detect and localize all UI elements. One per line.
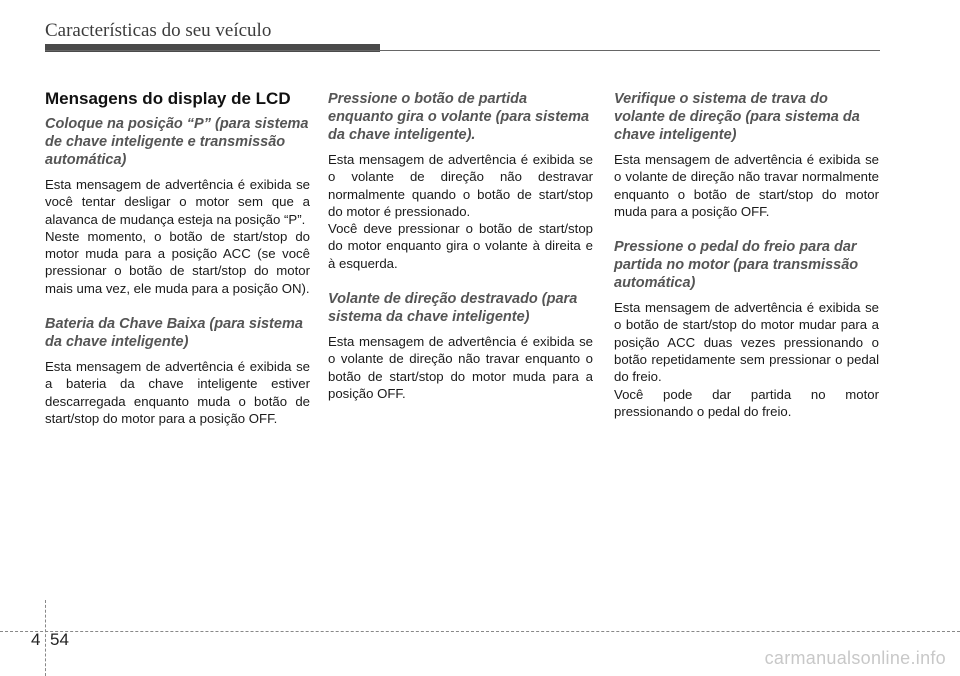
watermark: carmanualsonline.info [764,648,946,668]
page-title: Mensagens do display de LCD [45,89,291,108]
section-paragraph: Você pode dar partida no motor pressionando o pedal do freio. [614,386,879,419]
section-paragraph: Neste momento, o botão de start/stop do motor muda para a posição ACC (se você pressionar o botão de start/stop do motor mais uma vez, ele muda para a posição ON). [45,228,310,296]
footer-divider [45,600,46,676]
section-paragraph: Você deve pressionar o botão de start/stop do motor enquanto gira o volante à direita e à esquerda. [328,221,593,271]
section-heading-press-start-turn-wheel: Pressione o botão de partida enquanto gira o volante (para sistema da chave inteligente). [328,91,590,143]
section-paragraph: Esta mensagem de advertência é exibida se o volante de direção não destravar normalmente quando o botão de start/stop do motor é pressionado. [328,152,593,219]
section-heading-key-battery-low: Bateria da Chave Baixa (para sistema da chave inteligente) [45,316,303,351]
section-paragraph: Esta mensagem de advertência é exibida se o volante de direção não travar normalmente enquanto o botão de start/stop do motor muda para a posição OFF. [614,152,879,219]
section-paragraph: Esta mensagem de advertência é exibida se a bateria da chave inteligente estiver descarregada enquanto muda o botão de start/stop do motor para a posição OFF. [45,359,310,426]
section-heading-p-position: Coloque na posição “P” (para sistema de chave inteligente e transmissão automática) [45,116,309,168]
section-paragraph: Esta mensagem de advertência é exibida se o volante de direção não travar enquanto o botão de start/stop do motor muda para a posição OFF. [328,334,593,401]
section-heading-wheel-unlocked: Volante de direção destravado (para sistema da chave inteligente) [328,291,578,326]
column-3 [614,90,879,420]
header-rule-thin [45,50,880,51]
section-heading-press-brake-pedal: Pressione o pedal do freio para dar partida no motor (para transmissão automática) [614,239,859,292]
running-header: Características do seu veículo [45,20,272,41]
section-paragraph: Esta mensagem de advertência é exibida se você tentar desligar o motor sem que a alavanca de mudança esteja na posição “P”. [45,177,310,227]
column-2 [328,90,593,402]
chapter-number: 4 [31,630,41,649]
footer-rule [0,631,960,632]
column-1 [45,88,310,427]
page-number: 54 [50,630,69,649]
section-heading-check-wheel-lock: Verifique o sistema de trava do volante de direção (para sistema da chave inteligente) [614,91,860,143]
section-paragraph: Esta mensagem de advertência é exibida se o botão de start/stop do motor mudar para a posição ACC duas vezes pressionando o botão repetidamente sem pressionar o pedal do freio. [614,300,879,385]
